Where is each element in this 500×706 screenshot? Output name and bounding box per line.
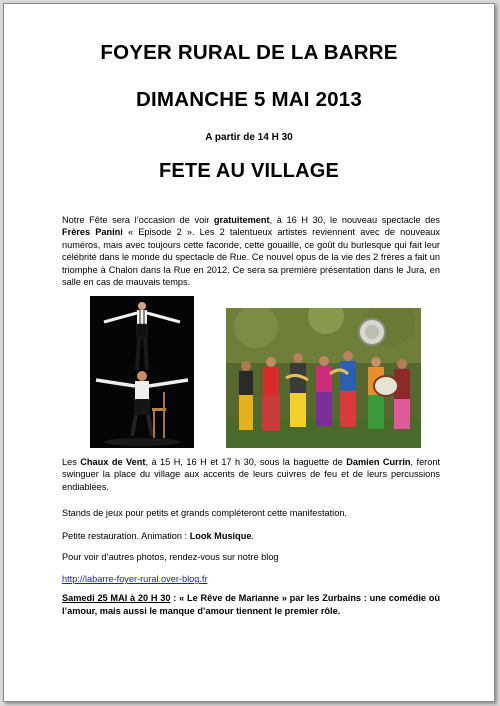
chaux-de-vent-paragraph: Les Chaux de Vent, à 15 H, 16 H et 17 h 30, sous la baguette de Damien Currin, feront swinguer la place du village aux accents de leurs cuivres de feu et de leurs percussions endiablées. [62,457,441,492]
title-fete: FETE AU VILLAGE [158,160,340,182]
samedi-date: Samedi 25 MAI à 20 H 30 [62,593,171,603]
intro-paragraph: Notre Fête sera l’occasion de voir gratuitement, à 16 H 30, le nouveau spectacle des Frères Panini « Episode 2 ». Les 2 talentueux artistes reviennent avec de nouveaux numéros, mais avec toujours cette faconde, cette gouaille, ce goût du burlesque qui fait leur célébrité dans le monde du spectacle de Rue. Ce nouvel opus de la vie des 2 frères a fait un triomphe à Chalon dans la Rue en 2012. Ce sera sa première présentation dans le Jura, en salle en cas de mauvais temps. [62,215,440,288]
blog-paragraph: Pour voir d’autres photos, rendez-vous sur notre blog [62,552,279,562]
brass-band-photo [226,308,421,448]
samedi-paragraph: Samedi 25 MAI à 20 H 30 : « Le Rêve de Marianne » par les Zurbains : une comédie où l’amour, mais aussi le manque d’amour tiennent le premier rôle. [62,593,440,616]
stands-paragraph: Stands de jeux pour petits et grands compléteront cette manifestation. [62,508,347,518]
emphasis-gratuitement: gratuitement [213,215,270,225]
title-foyer-rural: FOYER RURAL DE LA BARRE [100,41,398,64]
start-time: A partir de 14 H 30 [205,132,293,143]
blog-link[interactable]: http://labarre-foyer-rural.over-blog.fr [62,574,208,584]
acrobats-photo [90,296,194,448]
emphasis-chaux-de-vent: Chaux de Vent [80,457,146,467]
title-date: DIMANCHE 5 MAI 2013 [136,88,362,111]
emphasis-look-musique: Look Musique [189,531,252,541]
restauration-paragraph: Petite restauration. Animation : Look Musique. [62,531,255,541]
emphasis-freres-panini: Frères Panini [62,227,123,238]
document-page [3,3,495,702]
emphasis-damien-currin: Damien Currin [346,457,411,467]
